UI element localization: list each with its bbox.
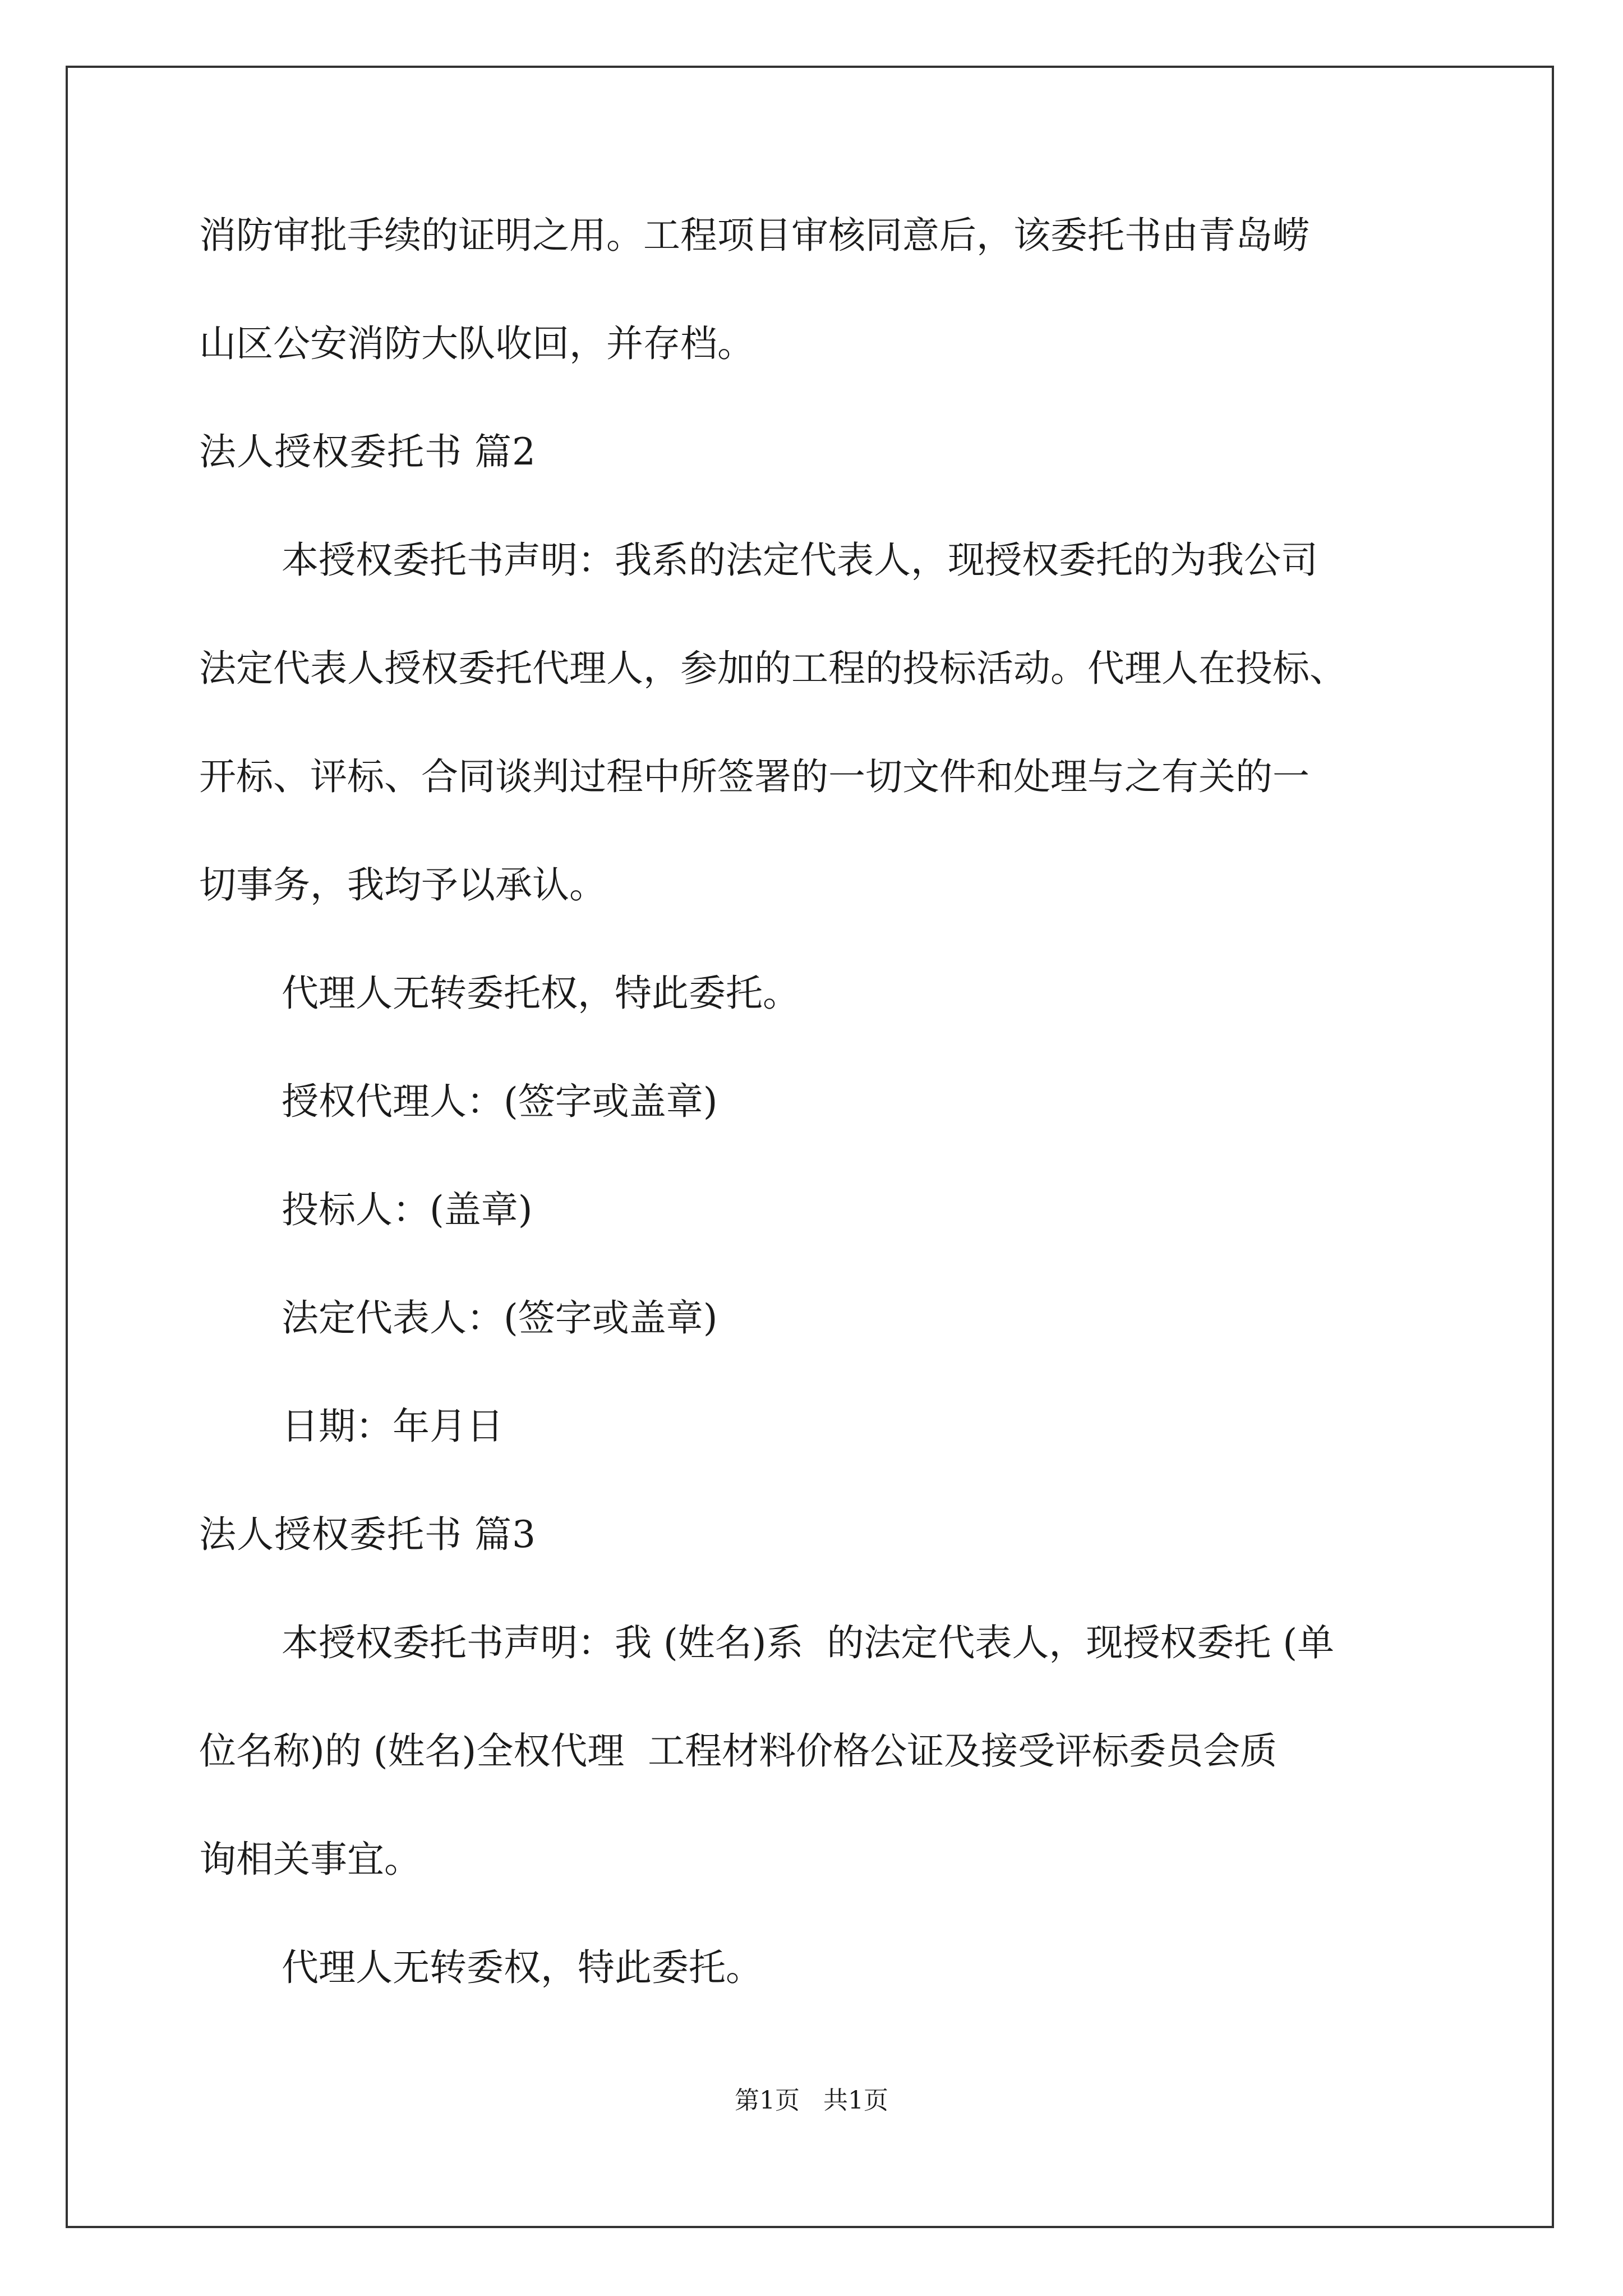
paragraph-line: 代理人无转委权，特此委托。 — [282, 1946, 763, 1989]
date-field: 日期：年月日 — [282, 1405, 504, 1448]
paragraph-line: 本授权委托书声明：我 (姓名)系 的法定代表人，现授权委托 (单 — [282, 1621, 1335, 1664]
paragraph-line: 开标、评标、合同谈判过程中所签署的一切文件和处理与之有关的一 — [199, 755, 1310, 798]
page-number-footer: 第1页 共1页 — [735, 2086, 888, 2115]
paragraph-line: 法定代表人授权委托代理人，参加的工程的投标活动。代理人在投标、 — [199, 647, 1347, 690]
signature-field-legal-rep: 法定代表人：(签字或盖章) — [282, 1296, 718, 1340]
signature-field-bidder: 投标人：(盖章) — [282, 1188, 533, 1231]
section-heading: 法人授权委托书 篇2 — [199, 430, 536, 473]
paragraph-line: 代理人无转委托权，特此委托。 — [282, 972, 800, 1015]
paragraph-line: 位名称)的 (姓名)全权代理 工程材料价格公证及接受评标委员会质 — [199, 1729, 1278, 1773]
section-heading: 法人授权委托书 篇3 — [199, 1513, 536, 1556]
paragraph-line: 切事务，我均予以承认。 — [199, 863, 606, 907]
signature-field-agent: 授权代理人：(签字或盖章) — [282, 1080, 718, 1123]
document-body — [199, 213, 1495, 2054]
paragraph-line: 询相关事宜。 — [199, 1838, 421, 1881]
paragraph-line: 山区公安消防大队收回，并存档。 — [199, 322, 754, 365]
paragraph-line: 本授权委托书声明：我系的法定代表人，现授权委托的为我公司 — [282, 539, 1318, 582]
paragraph-line: 消防审批手续的证明之用。工程项目审核同意后，该委托书由青岛崂 — [199, 214, 1310, 257]
